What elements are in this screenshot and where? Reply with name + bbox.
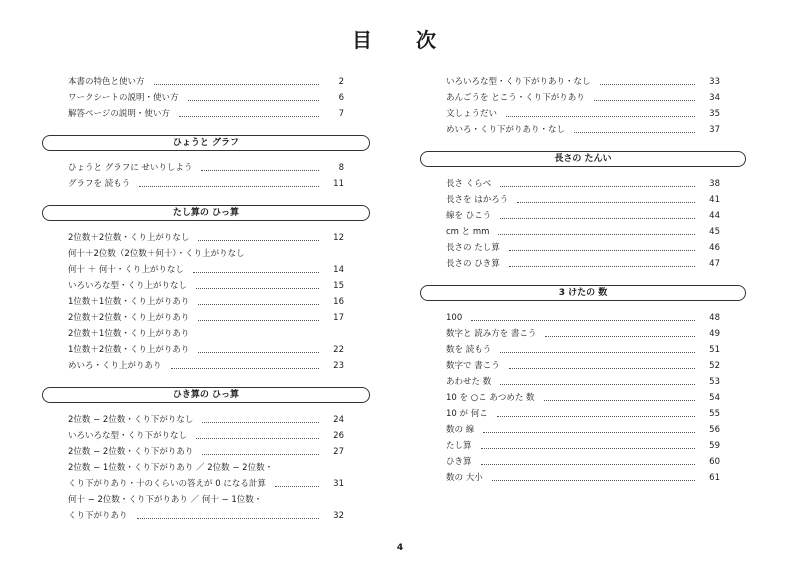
toc-entry-label: 100 [446, 313, 463, 323]
toc-entry-label: 2位数＋2位数・くり上がりあり [68, 313, 190, 323]
dot-leader [471, 319, 695, 321]
toc-entry-page: 41 [709, 195, 720, 205]
toc-entry-label: たし算 [446, 441, 472, 451]
dot-leader [509, 367, 695, 369]
toc-entry [446, 106, 720, 122]
toc-entry [446, 470, 720, 486]
toc-entry-label: 長さを はかろう [446, 195, 509, 205]
toc-entry-label: 2位数 − 1位数・くり下がりあり ／ 2位数 − 2位数・ [68, 463, 274, 473]
dot-leader [196, 287, 319, 289]
dot-leader [574, 131, 695, 133]
toc-entry-label: ひょうと グラフに せいりしよう [68, 163, 193, 173]
toc-entry-page: 51 [709, 345, 720, 355]
toc-entry [68, 310, 344, 326]
toc-entry [446, 122, 720, 138]
toc-entry [446, 358, 720, 374]
toc-entry-page: 37 [709, 125, 720, 135]
toc-entry-label: 数字と 読み方を 書こう [446, 329, 537, 339]
toc-entry [68, 294, 344, 310]
dot-leader [594, 99, 695, 101]
toc-left-column [68, 74, 344, 524]
toc-entry-label: あわせた 数 [446, 377, 492, 387]
toc-entry [446, 208, 720, 224]
dot-leader [498, 233, 695, 235]
toc-entry-label: めいろ・くり下がりあり・なし [446, 125, 566, 135]
toc-entry-label: いろいろな型・くり下がりあり・なし [446, 77, 591, 87]
toc-entry [446, 240, 720, 256]
toc-entry [446, 342, 720, 358]
toc-entry-page: 34 [709, 93, 720, 103]
toc-entry [446, 74, 720, 90]
toc-entry [68, 508, 344, 524]
toc-entry [446, 438, 720, 454]
toc-entry-page: 15 [333, 281, 344, 291]
toc-entry-label: 長さの たし算 [446, 243, 500, 253]
toc-entry [68, 230, 344, 246]
toc-entry-page: 38 [709, 179, 720, 189]
toc-entry-label: 10 を ○こ あつめた 数 [446, 393, 535, 403]
toc-entry [446, 406, 720, 422]
toc-entry [68, 460, 344, 476]
toc-entry [446, 310, 720, 326]
toc-entry-label: あんごうを とこう・くり下がりあり [446, 93, 585, 103]
dot-leader [600, 83, 695, 85]
toc-right-column [446, 74, 720, 486]
toc-entry-label: 数の 線 [446, 425, 475, 435]
dot-leader [137, 517, 319, 519]
toc-entry-label: 何十 − 2位数・くり下がりあり ／ 何十 − 1位数・ [68, 495, 263, 505]
dot-leader [198, 319, 319, 321]
toc-entry [68, 278, 344, 294]
toc-entry [446, 390, 720, 406]
toc-entry-label: 文しょうだい [446, 109, 498, 119]
dot-leader [500, 217, 695, 219]
dot-leader [202, 453, 319, 455]
toc-entry-page: 53 [709, 377, 720, 387]
toc-entry-page: 45 [709, 227, 720, 237]
toc-entry-label: ワークシートの説明・使い方 [68, 93, 179, 103]
toc-entry [446, 422, 720, 438]
toc-entry-page: 11 [333, 179, 344, 189]
toc-entry-page: 6 [338, 93, 344, 103]
toc-entry-page: 54 [709, 393, 720, 403]
toc-entry [68, 476, 344, 492]
dot-leader [483, 431, 695, 433]
toc-entry-label: 数字で 書こう [446, 361, 500, 371]
toc-entry [68, 160, 344, 176]
toc-entry-page: 44 [709, 211, 720, 221]
toc-entry [446, 326, 720, 342]
toc-entry-label: くり下がりあり・十のくらいの答えが 0 になる計算 [68, 479, 266, 489]
toc-entry-page: 16 [333, 297, 344, 307]
dot-leader [275, 485, 319, 487]
toc-entry [446, 374, 720, 390]
toc-entry-label: 数の 大小 [446, 473, 483, 483]
toc-entry [68, 246, 344, 262]
toc-entry-label: 長さの ひき算 [446, 259, 500, 269]
dot-leader [500, 185, 695, 187]
page-number: 4 [396, 543, 404, 553]
toc-entry-label: 2位数＋2位数・くり上がりなし [68, 233, 190, 243]
dot-leader [202, 421, 319, 423]
toc-entry [68, 74, 344, 90]
toc-entry [68, 262, 344, 278]
dot-leader [198, 303, 319, 305]
toc-entry [446, 192, 720, 208]
toc-entry-page: 23 [333, 361, 344, 371]
toc-entry-page: 33 [709, 77, 720, 87]
dot-leader [500, 383, 695, 385]
dot-leader [171, 367, 319, 369]
toc-entry-label: 何十 ＋ 何十・くり上がりなし [68, 265, 184, 275]
toc-entry-page: 61 [709, 473, 720, 483]
section-header: ひょうと グラフ [42, 135, 370, 151]
toc-entry [446, 224, 720, 240]
dot-leader [492, 479, 695, 481]
page-title: 目 次 [352, 28, 448, 52]
toc-entry [68, 326, 344, 342]
toc-entry [446, 176, 720, 192]
toc-entry [68, 492, 344, 508]
dot-leader [509, 265, 695, 267]
dot-leader [509, 249, 695, 251]
toc-entry [68, 444, 344, 460]
toc-entry-label: 2位数 − 2位数・くり下がりあり [68, 447, 194, 457]
toc-entry-label: めいろ・くり上がりあり [68, 361, 162, 371]
toc-entry-page: 49 [709, 329, 720, 339]
toc-entry-label: 1位数＋2位数・くり上がりあり [68, 345, 190, 355]
toc-entry-page: 22 [333, 345, 344, 355]
toc-entry-label: 本書の特色と使い方 [68, 77, 145, 87]
section-header: ひき算の ひっ算 [42, 387, 370, 403]
toc-entry-label: いろいろな型・くり下がりなし [68, 431, 188, 441]
toc-entry-label: 10 が 何こ [446, 409, 488, 419]
dot-leader [544, 399, 695, 401]
toc-entry-label: 線を ひこう [446, 211, 492, 221]
toc-entry-label: グラフを 読もう [68, 179, 131, 189]
toc-entry-label: いろいろな型・くり上がりなし [68, 281, 188, 291]
toc-entry-page: 55 [709, 409, 720, 419]
toc-entry-page: 31 [333, 479, 344, 489]
toc-entry-page: 46 [709, 243, 720, 253]
toc-entry-page: 60 [709, 457, 720, 467]
toc-entry-label: くり下がりあり [68, 511, 128, 521]
dot-leader [196, 437, 319, 439]
toc-entry-label: 解答ページの説明・使い方 [68, 109, 170, 119]
toc-entry-page: 35 [709, 109, 720, 119]
toc-entry-label: 2位数 − 2位数・くり下がりなし [68, 415, 194, 425]
dot-leader [481, 463, 695, 465]
dot-leader [179, 115, 319, 117]
dot-leader [500, 351, 695, 353]
toc-entry [68, 358, 344, 374]
toc-entry [68, 342, 344, 358]
section-header: 長さの たんい [420, 151, 746, 167]
toc-entry-page: 17 [333, 313, 344, 323]
toc-entry-page: 52 [709, 361, 720, 371]
toc-entry-page: 14 [333, 265, 344, 275]
dot-leader [506, 115, 695, 117]
toc-entry [68, 106, 344, 122]
section-header: 3 けたの 数 [420, 285, 746, 301]
toc-entry-label: 1位数＋1位数・くり上がりあり [68, 297, 190, 307]
toc-entry-page: 27 [333, 447, 344, 457]
toc-entry-page: 7 [338, 109, 344, 119]
dot-leader [497, 415, 695, 417]
toc-entry-label: 長さ くらべ [446, 179, 492, 189]
dot-leader [188, 99, 319, 101]
toc-entry [68, 412, 344, 428]
toc-entry [68, 176, 344, 192]
dot-leader [481, 447, 695, 449]
toc-entry-page: 2 [338, 77, 344, 87]
toc-entry [446, 256, 720, 272]
toc-entry-label: ひき算 [446, 457, 472, 467]
dot-leader [545, 335, 695, 337]
toc-entry-page: 12 [333, 233, 344, 243]
toc-entry-page: 56 [709, 425, 720, 435]
toc-entry [68, 90, 344, 106]
toc-entry-label: cm と mm [446, 227, 490, 237]
dot-leader [201, 169, 319, 171]
dot-leader [154, 83, 319, 85]
toc-entry-page: 59 [709, 441, 720, 451]
toc-entry-label: 2位数＋1位数・くり上がりあり [68, 329, 190, 339]
toc-entry-page: 26 [333, 431, 344, 441]
dot-leader [139, 185, 319, 187]
toc-entry-label: 数を 読もう [446, 345, 492, 355]
toc-entry-page: 48 [709, 313, 720, 323]
dot-leader [517, 201, 695, 203]
toc-entry-label: 何十＋2位数（2位数＋何十）・くり上がりなし [68, 249, 245, 259]
toc-entry-page: 32 [333, 511, 344, 521]
dot-leader [193, 271, 319, 273]
dot-leader [198, 239, 319, 241]
toc-entry-page: 24 [333, 415, 344, 425]
section-header: たし算の ひっ算 [42, 205, 370, 221]
toc-entry [446, 454, 720, 470]
dot-leader [198, 351, 319, 353]
toc-entry-page: 8 [338, 163, 344, 173]
toc-entry [446, 90, 720, 106]
toc-entry [68, 428, 344, 444]
toc-entry-page: 47 [709, 259, 720, 269]
